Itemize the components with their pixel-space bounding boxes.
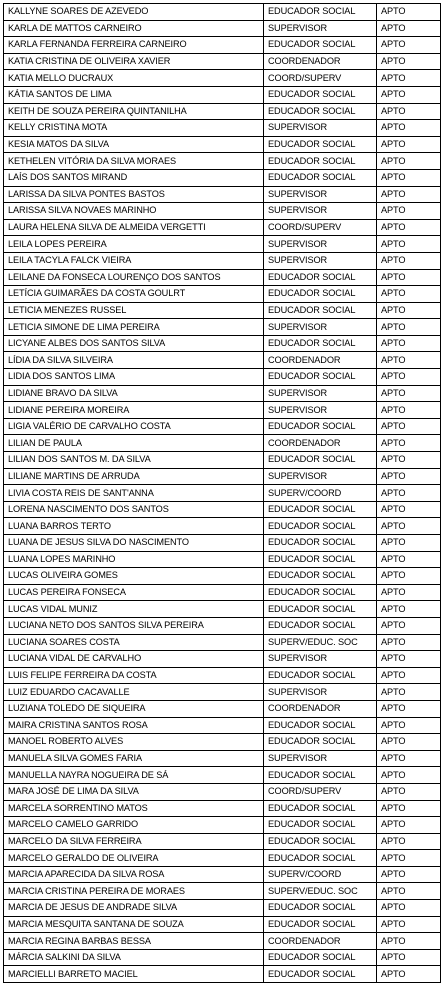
candidate-name: LUIS FELIPE FERREIRA DA COSTA (4, 667, 264, 684)
candidate-status: APTO (377, 700, 441, 717)
candidate-name: KELLY CRISTINA MOTA (4, 120, 264, 137)
table-row (4, 501, 441, 518)
candidate-status: APTO (377, 153, 441, 170)
candidate-status: APTO (377, 452, 441, 469)
candidate-role: EDUCADOR SOCIAL (264, 800, 377, 817)
candidate-status: APTO (377, 203, 441, 220)
candidate-status: APTO (377, 468, 441, 485)
table-row (4, 86, 441, 103)
candidate-status: APTO (377, 800, 441, 817)
table-row (4, 949, 441, 966)
candidate-role: SUPERVISOR (264, 385, 377, 402)
candidate-name: KÁTIA SANTOS DE LIMA (4, 86, 264, 103)
candidate-role: EDUCADOR SOCIAL (264, 86, 377, 103)
candidate-role: EDUCADOR SOCIAL (264, 617, 377, 634)
table-row (4, 750, 441, 767)
table-row (4, 617, 441, 634)
candidate-name: MAIRA CRISTINA SANTOS ROSA (4, 717, 264, 734)
candidate-role: EDUCADOR SOCIAL (264, 833, 377, 850)
candidate-status: APTO (377, 966, 441, 983)
table-row (4, 601, 441, 618)
table-row (4, 900, 441, 917)
table-row (4, 302, 441, 319)
candidate-name: MARCIA REGINA BARBAS BESSA (4, 933, 264, 950)
candidate-status: APTO (377, 949, 441, 966)
candidate-status: APTO (377, 120, 441, 137)
table-row (4, 219, 441, 236)
candidate-role: SUPERVISOR (264, 750, 377, 767)
candidate-status: APTO (377, 286, 441, 303)
candidate-name: LUIZ EDUARDO CACAVALLE (4, 684, 264, 701)
candidate-role: EDUCADOR SOCIAL (264, 518, 377, 535)
candidate-name: KARLA FERNANDA FERREIRA CARNEIRO (4, 37, 264, 54)
table-row (4, 535, 441, 552)
candidate-status: APTO (377, 402, 441, 419)
candidate-role: SUPERVISOR (264, 236, 377, 253)
candidate-name: LIDIANE PEREIRA MOREIRA (4, 402, 264, 419)
candidate-status: APTO (377, 684, 441, 701)
candidate-role: EDUCADOR SOCIAL (264, 452, 377, 469)
candidate-role: EDUCADOR SOCIAL (264, 850, 377, 867)
candidate-name: LIDIANE BRAVO DA SILVA (4, 385, 264, 402)
table-row (4, 883, 441, 900)
table-row (4, 866, 441, 883)
table-row (4, 369, 441, 386)
candidate-role: SUPERVISOR (264, 186, 377, 203)
table-row (4, 667, 441, 684)
candidate-role: EDUCADOR SOCIAL (264, 817, 377, 834)
candidate-name: MARCIELLI BARRETO MACIEL (4, 966, 264, 983)
candidate-status: APTO (377, 136, 441, 153)
candidate-name: LUANA DE JESUS SILVA DO NASCIMENTO (4, 535, 264, 552)
table-row (4, 402, 441, 419)
candidate-status: APTO (377, 20, 441, 37)
candidate-role: EDUCADOR SOCIAL (264, 734, 377, 751)
candidate-name: LUCAS OLIVEIRA GOMES (4, 568, 264, 585)
table-row (4, 717, 441, 734)
candidate-role: EDUCADOR SOCIAL (264, 916, 377, 933)
candidate-name: LIGIA VALÉRIO DE CARVALHO COSTA (4, 418, 264, 435)
candidate-name: KEITH DE SOUZA PEREIRA QUINTANILHA (4, 103, 264, 120)
table-row (4, 684, 441, 701)
candidate-name: MARCIA MESQUITA SANTANA DE SOUZA (4, 916, 264, 933)
candidate-status: APTO (377, 634, 441, 651)
candidate-status: APTO (377, 53, 441, 70)
candidate-status: APTO (377, 435, 441, 452)
candidate-status: APTO (377, 900, 441, 917)
candidate-name: LUCAS PEREIRA FONSECA (4, 584, 264, 601)
candidate-status: APTO (377, 717, 441, 734)
table-row (4, 153, 441, 170)
candidate-status: APTO (377, 70, 441, 87)
candidate-status: APTO (377, 501, 441, 518)
table-row (4, 136, 441, 153)
candidate-role: SUPERVISOR (264, 468, 377, 485)
candidate-status: APTO (377, 302, 441, 319)
candidate-role: EDUCADOR SOCIAL (264, 136, 377, 153)
table-row (4, 319, 441, 336)
table-row (4, 4, 441, 21)
candidate-name: LILIAN DOS SANTOS M. DA SILVA (4, 452, 264, 469)
table-row (4, 452, 441, 469)
candidate-status: APTO (377, 535, 441, 552)
candidate-name: LEILA TACYLA FALCK VIEIRA (4, 252, 264, 269)
table-row (4, 20, 441, 37)
candidate-role: EDUCADOR SOCIAL (264, 551, 377, 568)
candidate-name: LIVIA COSTA REIS DE SANT'ANNA (4, 485, 264, 502)
table-row (4, 568, 441, 585)
document-page (3, 3, 440, 983)
table-row (4, 468, 441, 485)
candidate-name: LORENA NASCIMENTO DOS SANTOS (4, 501, 264, 518)
candidate-name: LETÍCIA GUIMARÃES DA COSTA GOULRT (4, 286, 264, 303)
table-row (4, 518, 441, 535)
candidate-role: COORD/SUPERV (264, 70, 377, 87)
candidate-name: LÍDIA DA SILVA SILVEIRA (4, 352, 264, 369)
candidate-role: COORDENADOR (264, 700, 377, 717)
table-row (4, 700, 441, 717)
table-row (4, 103, 441, 120)
candidate-role: SUPERVISOR (264, 319, 377, 336)
candidate-status: APTO (377, 767, 441, 784)
table-row (4, 916, 441, 933)
candidate-status: APTO (377, 916, 441, 933)
candidate-name: LUZIANA TOLEDO DE SIQUEIRA (4, 700, 264, 717)
candidate-role: SUPERVISOR (264, 402, 377, 419)
candidate-role: EDUCADOR SOCIAL (264, 601, 377, 618)
candidate-name: KATIA CRISTINA DE OLIVEIRA XAVIER (4, 53, 264, 70)
candidate-name: LILIAN DE PAULA (4, 435, 264, 452)
candidate-role: SUPERV/COORD (264, 485, 377, 502)
table-row (4, 767, 441, 784)
candidate-role: SUPERVISOR (264, 203, 377, 220)
candidate-status: APTO (377, 568, 441, 585)
candidate-name: LAÍS DOS SANTOS MIRAND (4, 169, 264, 186)
candidate-name: KARLA DE MATTOS CARNEIRO (4, 20, 264, 37)
candidate-status: APTO (377, 352, 441, 369)
candidate-role: EDUCADOR SOCIAL (264, 418, 377, 435)
candidate-name: MARCIA APARECIDA DA SILVA ROSA (4, 866, 264, 883)
table-row (4, 485, 441, 502)
candidate-name: MANUELLA NAYRA NOGUEIRA DE SÁ (4, 767, 264, 784)
candidate-status: APTO (377, 617, 441, 634)
candidate-name: LUCIANA NETO DOS SANTOS SILVA PEREIRA (4, 617, 264, 634)
candidate-name: MARCIA DE JESUS DE ANDRADE SILVA (4, 900, 264, 917)
table-row (4, 418, 441, 435)
candidate-status: APTO (377, 667, 441, 684)
candidate-name: LUANA BARROS TERTO (4, 518, 264, 535)
table-row (4, 584, 441, 601)
candidate-role: SUPERVISOR (264, 651, 377, 668)
candidate-role: EDUCADOR SOCIAL (264, 717, 377, 734)
candidate-role: COORDENADOR (264, 435, 377, 452)
candidate-role: EDUCADOR SOCIAL (264, 667, 377, 684)
candidate-name: LUCIANA SOARES COSTA (4, 634, 264, 651)
candidate-role: EDUCADOR SOCIAL (264, 767, 377, 784)
table-row (4, 37, 441, 54)
candidate-name: KALLYNE SOARES DE AZEVEDO (4, 4, 264, 21)
candidate-role: EDUCADOR SOCIAL (264, 535, 377, 552)
table-row (4, 352, 441, 369)
table-row (4, 651, 441, 668)
candidate-status: APTO (377, 551, 441, 568)
table-row (4, 385, 441, 402)
table-row (4, 186, 441, 203)
candidate-role: COORDENADOR (264, 352, 377, 369)
table-row (4, 800, 441, 817)
table-row (4, 634, 441, 651)
table-row (4, 850, 441, 867)
table-row (4, 286, 441, 303)
candidate-status: APTO (377, 651, 441, 668)
candidate-role: SUPERVISOR (264, 684, 377, 701)
candidate-status: APTO (377, 734, 441, 751)
candidate-name: MARCIA CRISTINA PEREIRA DE MORAES (4, 883, 264, 900)
candidate-role: EDUCADOR SOCIAL (264, 949, 377, 966)
candidate-role: EDUCADOR SOCIAL (264, 4, 377, 21)
candidate-role: COORD/SUPERV (264, 219, 377, 236)
candidate-role: EDUCADOR SOCIAL (264, 153, 377, 170)
table-row (4, 269, 441, 286)
candidate-name: LICYANE ALBES DOS SANTOS SILVA (4, 335, 264, 352)
candidate-name: MARCELO DA SILVA FERREIRA (4, 833, 264, 850)
candidate-role: EDUCADOR SOCIAL (264, 584, 377, 601)
candidate-name: LEILANE DA FONSECA LOURENÇO DOS SANTOS (4, 269, 264, 286)
candidate-status: APTO (377, 883, 441, 900)
candidate-status: APTO (377, 319, 441, 336)
candidate-name: LARISSA SILVA NOVAES MARINHO (4, 203, 264, 220)
candidate-table (3, 3, 441, 983)
candidate-role: EDUCADOR SOCIAL (264, 103, 377, 120)
candidate-status: APTO (377, 783, 441, 800)
table-row (4, 966, 441, 983)
candidate-name: MANUELA SILVA GOMES FARIA (4, 750, 264, 767)
candidate-status: APTO (377, 335, 441, 352)
candidate-status: APTO (377, 385, 441, 402)
candidate-name: MARCELA SORRENTINO MATOS (4, 800, 264, 817)
table-row (4, 252, 441, 269)
candidate-name: LILIANE MARTINS DE ARRUDA (4, 468, 264, 485)
table-row (4, 833, 441, 850)
candidate-role: SUPERVISOR (264, 20, 377, 37)
candidate-role: SUPERV/COORD (264, 866, 377, 883)
candidate-role: EDUCADOR SOCIAL (264, 269, 377, 286)
candidate-status: APTO (377, 418, 441, 435)
candidate-role: EDUCADOR SOCIAL (264, 286, 377, 303)
candidate-status: APTO (377, 369, 441, 386)
candidate-status: APTO (377, 601, 441, 618)
table-row (4, 53, 441, 70)
table-row (4, 734, 441, 751)
candidate-status: APTO (377, 850, 441, 867)
candidate-name: LARISSA DA SILVA PONTES BASTOS (4, 186, 264, 203)
candidate-status: APTO (377, 103, 441, 120)
candidate-name: MANOEL ROBERTO ALVES (4, 734, 264, 751)
candidate-name: KATIA MELLO DUCRAUX (4, 70, 264, 87)
candidate-status: APTO (377, 252, 441, 269)
candidate-status: APTO (377, 866, 441, 883)
candidate-status: APTO (377, 817, 441, 834)
candidate-status: APTO (377, 219, 441, 236)
candidate-name: LUANA LOPES MARINHO (4, 551, 264, 568)
table-row (4, 70, 441, 87)
candidate-name: LIDIA DOS SANTOS LIMA (4, 369, 264, 386)
candidate-status: APTO (377, 518, 441, 535)
candidate-name: MARA JOSÉ DE LIMA DA SILVA (4, 783, 264, 800)
candidate-name: LAURA HELENA SILVA DE ALMEIDA VERGETTI (4, 219, 264, 236)
candidate-status: APTO (377, 269, 441, 286)
candidate-role: EDUCADOR SOCIAL (264, 369, 377, 386)
table-row (4, 335, 441, 352)
candidate-name: LETICIA SIMONE DE LIMA PEREIRA (4, 319, 264, 336)
table-row (4, 783, 441, 800)
table-row (4, 236, 441, 253)
candidate-status: APTO (377, 584, 441, 601)
candidate-status: APTO (377, 186, 441, 203)
candidate-status: APTO (377, 169, 441, 186)
candidate-role: COORD/SUPERV (264, 783, 377, 800)
table-row (4, 817, 441, 834)
candidate-status: APTO (377, 37, 441, 54)
candidate-status: APTO (377, 236, 441, 253)
candidate-role: SUPERV/EDUC. SOC (264, 634, 377, 651)
candidate-name: LETICIA MENEZES RUSSEL (4, 302, 264, 319)
candidate-name: KESIA MATOS DA SILVA (4, 136, 264, 153)
candidate-role: EDUCADOR SOCIAL (264, 966, 377, 983)
table-row (4, 203, 441, 220)
candidate-status: APTO (377, 833, 441, 850)
table-row (4, 933, 441, 950)
candidate-status: APTO (377, 933, 441, 950)
candidate-name: LEILA LOPES PEREIRA (4, 236, 264, 253)
candidate-name: LUCIANA VIDAL DE CARVALHO (4, 651, 264, 668)
candidate-role: EDUCADOR SOCIAL (264, 568, 377, 585)
table-row (4, 435, 441, 452)
candidate-role: SUPERVISOR (264, 252, 377, 269)
candidate-role: SUPERV/EDUC. SOC (264, 883, 377, 900)
candidate-role: SUPERVISOR (264, 120, 377, 137)
candidate-name: MÁRCIA SALKINI DA SILVA (4, 949, 264, 966)
candidate-role: COORDENADOR (264, 53, 377, 70)
table-row (4, 551, 441, 568)
candidate-role: COORDENADOR (264, 933, 377, 950)
candidate-status: APTO (377, 4, 441, 21)
candidate-role: EDUCADOR SOCIAL (264, 900, 377, 917)
candidate-name: MARCELO CAMELO GARRIDO (4, 817, 264, 834)
candidate-table-body (4, 4, 441, 983)
candidate-status: APTO (377, 750, 441, 767)
candidate-status: APTO (377, 86, 441, 103)
candidate-role: EDUCADOR SOCIAL (264, 37, 377, 54)
table-row (4, 120, 441, 137)
candidate-name: KETHELEN VITÓRIA DA SILVA MORAES (4, 153, 264, 170)
table-row (4, 169, 441, 186)
candidate-name: MARCELO GERALDO DE OLIVEIRA (4, 850, 264, 867)
candidate-role: EDUCADOR SOCIAL (264, 335, 377, 352)
candidate-role: EDUCADOR SOCIAL (264, 302, 377, 319)
candidate-status: APTO (377, 485, 441, 502)
candidate-role: EDUCADOR SOCIAL (264, 501, 377, 518)
candidate-name: LUCAS VIDAL MUNIZ (4, 601, 264, 618)
candidate-role: EDUCADOR SOCIAL (264, 169, 377, 186)
